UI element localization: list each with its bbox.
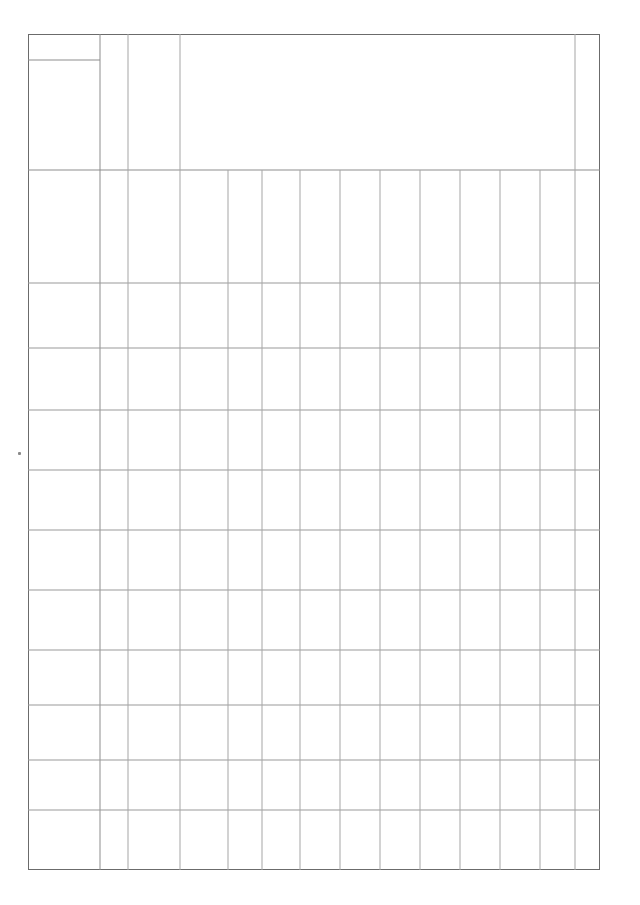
row-dividers — [28, 283, 600, 810]
page-marker — [18, 452, 21, 455]
column-dividers — [128, 34, 575, 870]
header-band — [28, 34, 600, 870]
